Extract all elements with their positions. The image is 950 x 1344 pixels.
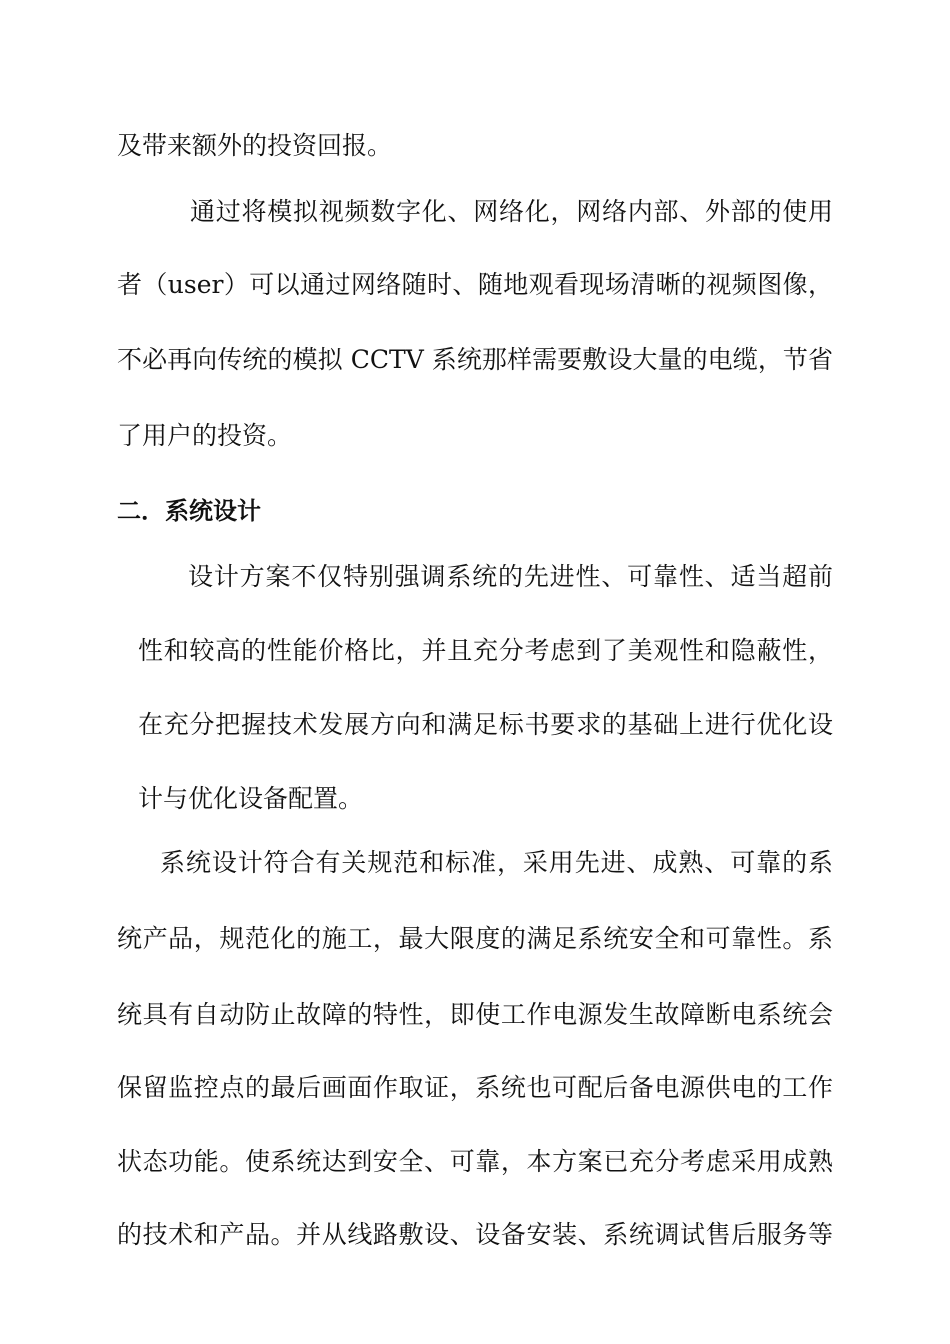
standard-line-4: 保留监控点的最后画面作取证，系统也可配后备电源供电的工作 [117, 1073, 833, 1102]
intro-line-2: 通过将模拟视频数字化、网络化，网络内部、外部的使用 [190, 197, 833, 226]
standard-line-1: 系统设计符合有关规范和标准，采用先进、成熟、可靠的系 [160, 848, 833, 877]
design-line-4: 计与优化设备配置。 [138, 784, 364, 813]
intro-line-1: 及带来额外的投资回报。 [117, 131, 393, 160]
intro-line-5: 了用户的投资。 [117, 421, 293, 450]
standard-line-6: 的技术和产品。并从线路敷设、设备安装、系统调试售后服务等 [117, 1220, 833, 1249]
design-line-1: 设计方案不仅特别强调系统的先进性、可靠性、适当超前 [188, 562, 833, 591]
design-line-2: 性和较高的性能价格比，并且充分考虑到了美观性和隐蔽性， [138, 636, 833, 665]
intro-line-3: 者（user）可以通过网络随时、随地观看现场清晰的视频图像， [117, 270, 833, 299]
standard-line-5: 状态功能。使系统达到安全、可靠，本方案已充分考虑采用成熟 [117, 1147, 833, 1176]
section-heading: 二．系统设计 [117, 497, 261, 525]
intro-line-4: 不必再向传统的模拟 CCTV 系统那样需要敷设大量的电缆，节省 [117, 345, 833, 374]
standard-line-2: 统产品，规范化的施工，最大限度的满足系统安全和可靠性。系 [117, 924, 833, 953]
standard-line-3: 统具有自动防止故障的特性，即使工作电源发生故障断电系统会 [117, 1000, 833, 1029]
design-line-3: 在充分把握技术发展方向和满足标书要求的基础上进行优化设 [138, 710, 833, 739]
